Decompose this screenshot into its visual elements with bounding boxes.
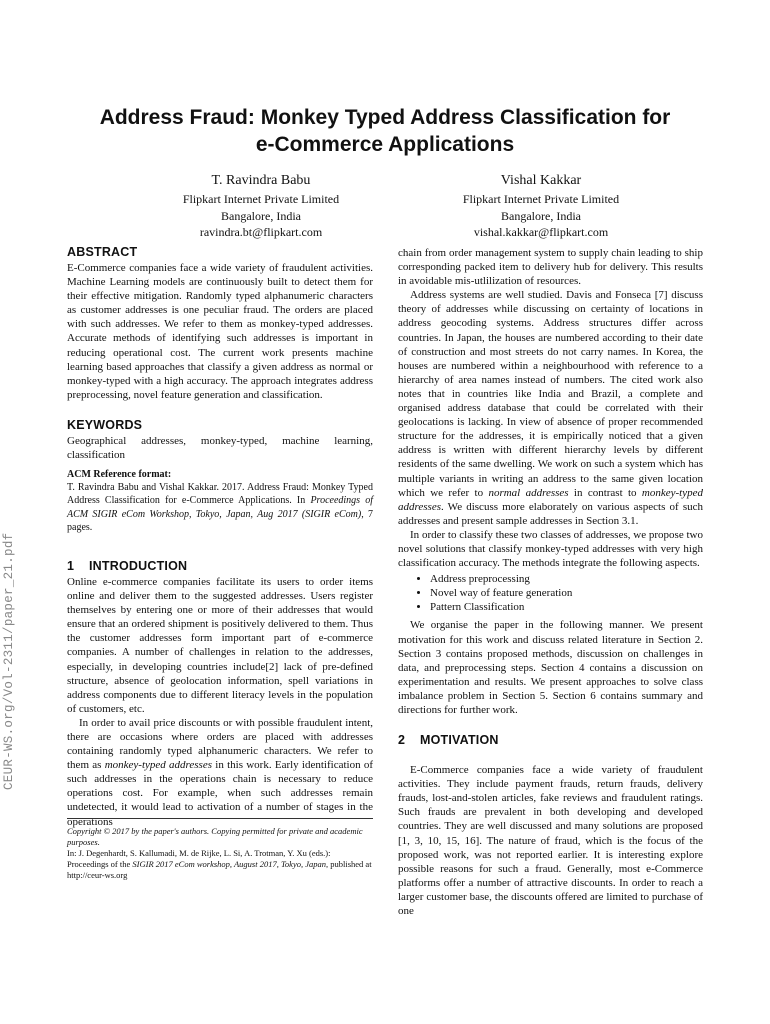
left-column (67, 243, 373, 829)
motivation-paragraph-1: E-Commerce companies face a wide variety of fraudulent activities. They include payment frauds, return frauds, delivery frauds, lost-and-stolen articles, fake reviews and fraudulent ratings. Such frauds are prevalent in both developing and developed countries. They are well discussed and many solutions are proposed [1, 3, 10, 15, 16]. The nature of fraud, which is the focus of the proposed work, was not reported earlier. It is interesting explore possible reasons for such a fraud. Generally, most e-Commerce platforms offer a number of attractive discounts. In order to reach a larger customer base, the discounts offered are limited to purchase of one (398, 764, 703, 918)
author-block-2 (411, 171, 671, 241)
right-paragraph-3: In order to classify these two classes of addresses, we propose two novel solutions that classify monkey-typed addresses with very high classification accuracy. The methods integrate the following aspects. (398, 528, 703, 570)
title-line-2: e-Commerce Applications (255, 133, 515, 156)
right-paragraph-4: We organise the paper in the following manner. We present motivation for this work and discuss related literature in Section 2. Section 3 contains proposed methods, discussion on challenges in data, and preprocessing steps. Section 4 contains a discussion on experimentation and results. We present approaches to solve class imbalance problem in Section 5. Section 6 contains summary and directions for further work. (398, 619, 703, 716)
intro-paragraph-2: In order to avail price discounts or with possible fraudulent intent, there are occasions where orders are placed with addresses containing randomly typed alphanumeric characters. We refer to them as monkey-typed addresses in this work. Early identification of such addresses in the operations chain is necessary to reduce operations cost. For example, when such addresses remain undetected, it would lead to activation of a number of stages in the operations (67, 716, 374, 828)
motivation-heading: 2 MOTIVATION (398, 733, 499, 748)
paper-title (60, 104, 710, 158)
intro-paragraph-1: Online e-commerce companies facilitate its users to order items online and deliver them to the suggested addresses. Users register themselves by entering one or more of their addresses that would ensure that an ordered shipment is positively delivered to them. Thus the customer addresses form important part of e-commerce companies. A number of challenges in relation to the addresses, especially, in developing countries include[2] lack of pre-defined structure, absence of geolocation information, spell variations in address components due to different literacy levels in the population of customers, etc. (67, 575, 373, 715)
author-name: Vishal Kakkar (500, 173, 582, 188)
proceedings-text: Proceedings of the SIGIR 2017 eCom workshop, August 2017, Tokyo, Japan, published at http://ceur-ws.org (67, 859, 372, 880)
aspects-list (398, 572, 703, 614)
arxiv-sidebar-id: CEUR-WS.org/Vol-2311/paper_21.pdf (2, 532, 16, 790)
right-column (398, 246, 703, 918)
abstract-text: E-Commerce companies face a wide variety of fraudulent activities. Machine Learning models are continuously built to detect them for their effective mitigation. Randomly typed alphanumeric characters as customer addresses is one peculiar fraud. The orders are placed with such addresses. We refer to them as monkey-typed addresses. Accurate methods of identifying such addresses is important in reducing operational cost. The current work presents machine learning based approaches that classify a given address as normal or monkey-typed with a high accuracy. The approach integrates address preprocessing, novel feature generation and classification. (67, 262, 373, 401)
author-email[interactable]: ravindra.bt@flipkart.com (199, 225, 323, 239)
list-item: • Address preprocessing (430, 572, 703, 586)
acm-reference-text: T. Ravindra Babu and Vishal Kakkar. 2017. Address Fraud: Monkey Typed Address Classification for e-Commerce Applications. In Proceedings of ACM SIGIR eCom Workshop, Tokyo, Japan, Aug 2017 (SIGIR eCom), 7 pages. (67, 482, 373, 533)
right-paragraph-1: chain from order management system to supply chain leading to ship corresponding packed item to delivery hub for delivery. This results in avoidable mis-utlilization of resources. (398, 247, 703, 288)
abstract-heading: ABSTRACT (67, 245, 138, 259)
keywords-heading: KEYWORDS (67, 417, 143, 432)
author-location: Bangalore, India (501, 208, 581, 223)
list-item: • Novel way of feature generation (430, 586, 703, 600)
right-paragraph-2: Address systems are well studied. Davis and Fonseca [7] discuss theory of addresses while discussing on certainty of locations in address geocoding systems. Address structures differ across countries. In Japan, the houses are numbered according to their date of construction and most streets do not carry names. In Korea, the houses are numbered within a neighbourhood with reference to a hierarchy of area names instead of numbers. The cited work also notes that in countries like India and Brazil, a complete and organised address database that could be correlated with their geolocations is lacking. In view of absence of proper recommended structure for the addresses, it is empirically noticed that a given address is written with different hierarchy levels by different residents of the same dwelling. We work on such a system which has multiple variants in writing an address to the same given location which we refer to normal addresses in contrast to monkey-typed addresses. We discuss more elaborately on various aspects of such addresses and present sample addresses in Section 3.1. (398, 289, 703, 527)
author-affiliation: Flipkart Internet Private Limited (182, 192, 340, 206)
keywords-text: Geographical addresses, monkey-typed, machine learning, classification (67, 434, 373, 462)
acm-reference-label: ACM Reference format: (67, 469, 172, 481)
author-email[interactable]: vishal.kakkar@flipkart.com (473, 225, 609, 239)
author-location: Bangalore, India (221, 208, 301, 223)
copyright-text: Copyright © 2017 by the paper's authors. Copying permitted for private and academic purposes. (67, 826, 363, 847)
title-line-1: Address Fraud: Monkey Typed Address Classification for (99, 106, 671, 129)
copyright-footnote (67, 818, 373, 881)
introduction-heading: 1 INTRODUCTION (67, 558, 188, 573)
list-item: • Pattern Classification (430, 600, 703, 614)
author-name: T. Ravindra Babu (211, 173, 311, 188)
author-affiliation: Flipkart Internet Private Limited (462, 192, 620, 206)
editors-text: In: J. Degenhardt, S. Kallumadi, M. de Rijke, L. Si, A. Trotman, Y. Xu (eds.): (67, 848, 331, 858)
author-block-1 (131, 171, 391, 241)
